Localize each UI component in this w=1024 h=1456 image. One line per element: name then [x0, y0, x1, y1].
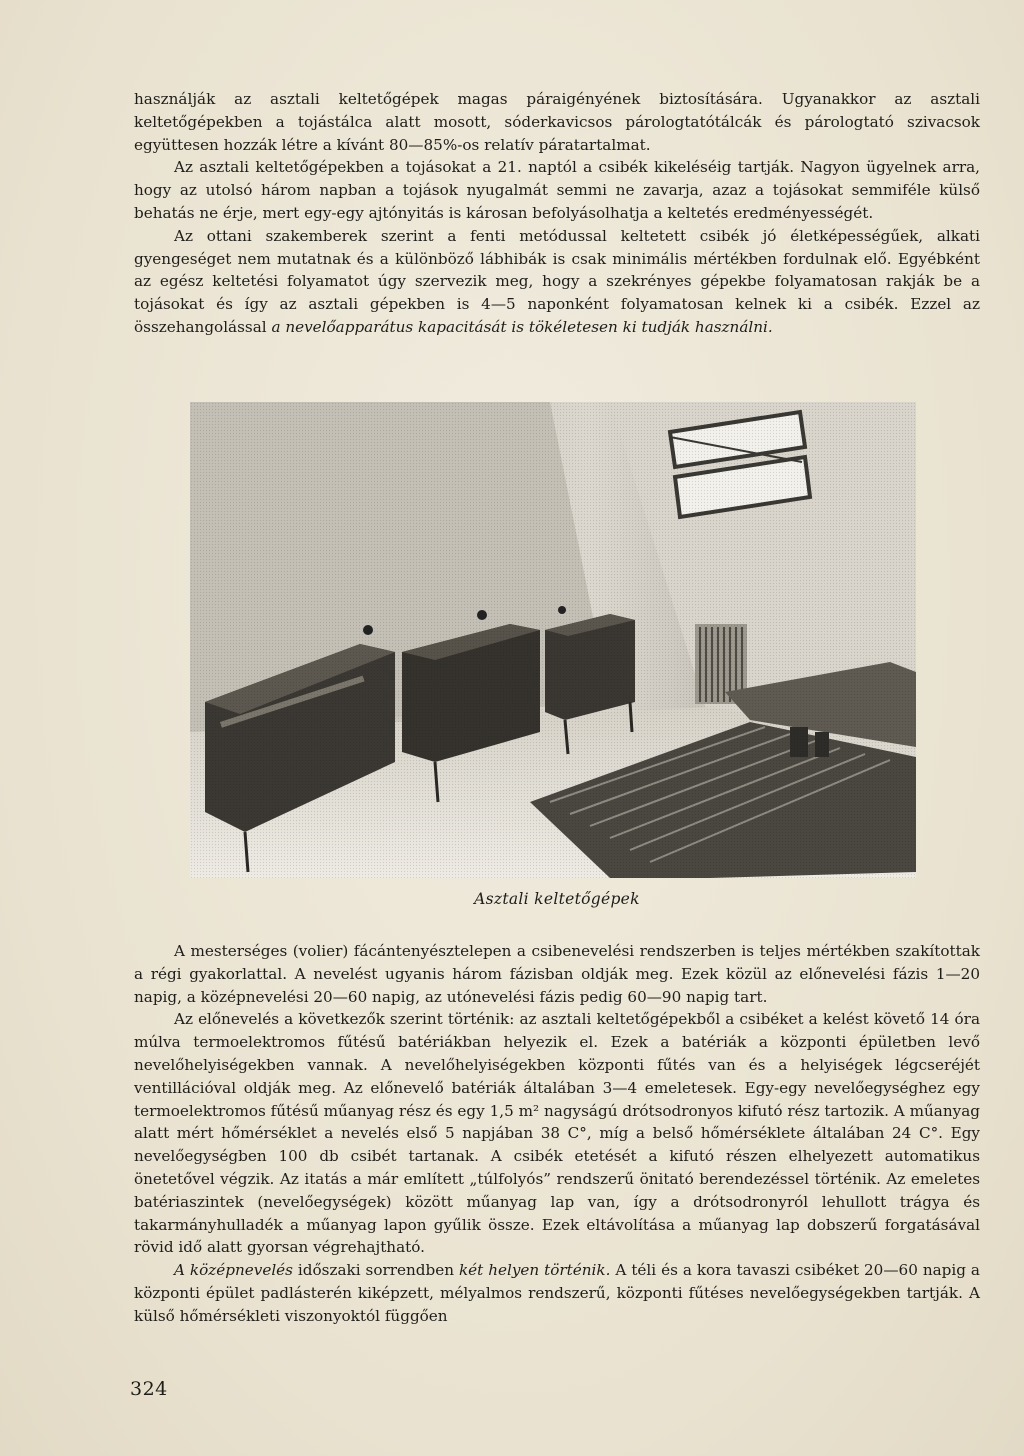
page-number: 324: [130, 1378, 168, 1400]
paragraph: [134, 225, 980, 339]
text-run: Az asztali keltetőgépekben a tojásokat a 21. naptól a csibék kikeléséig tartják. Nagyon ügyelnek arra, hogy az utolsó három napban a tojások nyugalmát semmi ne zavarja, azaz a tojásokat semmiféle külső behatás ne érje, mert egy-egy ajtónyitás is károsan befolyásolhatja a keltetés eredményességét.: [134, 158, 980, 222]
paragraph: [134, 1259, 980, 1327]
paragraph: [134, 88, 980, 156]
italic-text: a nevelőapparátus kapacitását is tökéletesen ki tudják használni.: [271, 317, 773, 336]
bottom-text-block: [134, 940, 980, 1328]
italic-text: A középnevelés: [174, 1261, 293, 1280]
text-run: Az ottani szakemberek szerint a fenti metódussal keltetett csibék jó életképességűek, alkati gyengeséget nem mutatnak és a különböző lábhibák is csak minimális mértékben fordulnak elő. Egyébként az egész keltetési folyamatot úgy szervezik meg, hogy a szekrényes gépekbe folyamatosan rakják be a tojásokat és így az asztali gépekben is 4—5 naponként folyamatosan kelnek ki a csibék. Ezzel az összehangolással: [134, 226, 980, 336]
italic-text: két helyen történik.: [458, 1261, 611, 1280]
photo-incubators: [190, 402, 916, 878]
text-run: Az előnevelés a következők szerint történik: az asztali keltetőgépekből a csibéket a kelést követő 14 óra múlva termoelektromos fűtésű batériákban helyezik el. Ezek a batériák a központi épületben levő nevelőhelyiségekben vannak. A nevelőhelyiségekben központi fűtés van és a helyiségek légcseréjét ventillációval oldják meg. Az előnevelő batériák általában 3—4 emeletesek. Egy-egy nevelőegységhez egy termoelektromos fűtésű műanyag rész és egy 1,5 m² nagyságú drótsodronyos kifutó rész tartozik. A műanyag alatt mért hőmérséklet a nevelés első 5 napjában 38 C°, míg a belső hőmérséklete általában 24 C°. Egy nevelőegységben 100 db csibét tartanak. A csibék etetését a kifutó részen elhelyezett automatikus önetetővel végzik. Az itatás a már említett „túlfolyós” rendszerű önitató berendezéssel történik. Az emeletes batériaszintek (nevelőegységek) között műanyag lap van, így a drótsodronyról lehullott trágya és takarmányhulladék a műanyag lapon gyűlik össze. Ezek eltávolítása a műanyag lap dobszerű forgatásával rövid idő alatt gyorsan végrehajtható.: [134, 1010, 980, 1257]
text-run: időszaki sorrendben: [292, 1261, 459, 1280]
text-run: A téli és a kora tavaszi csibéket 20—60 napig a központi épület padlásterén kiképzett, mélyalmos rendszerű, központi fűtéses nevelőegységekben tartják. A külső hőmérsékleti viszonyoktól függően: [134, 1261, 980, 1325]
photo-illustration: [190, 402, 916, 878]
photo-caption: Asztali keltetőgépek: [474, 890, 640, 908]
paragraph: [134, 156, 980, 224]
paragraph: [134, 1008, 980, 1259]
text-run: A mesterséges (volier) fácántenyésztelepen a csibenevelési rendszerben is teljes mértékben szakítottak a régi gyakorlattal. A nevelést ugyanis három fázisban oldják meg. Ezek közül az előnevelési fázis 1—20 napig, a középnevelési 20—60 napig, az utónevelési fázis pedig 60—90 napig tart.: [134, 942, 980, 1006]
top-text-block: [134, 88, 980, 339]
paragraph: [134, 940, 980, 1008]
text-run: használják az asztali keltetőgépek magas páraigényének biztosítására. Ugyanakkor az asztali keltetőgépekben a tojástálca alatt mosott, sóderkavicsos párologtatótálcák és párologtató szivacsok együttesen hozzák létre a kívánt 80—85%-os relatív páratartalmat.: [134, 90, 980, 154]
